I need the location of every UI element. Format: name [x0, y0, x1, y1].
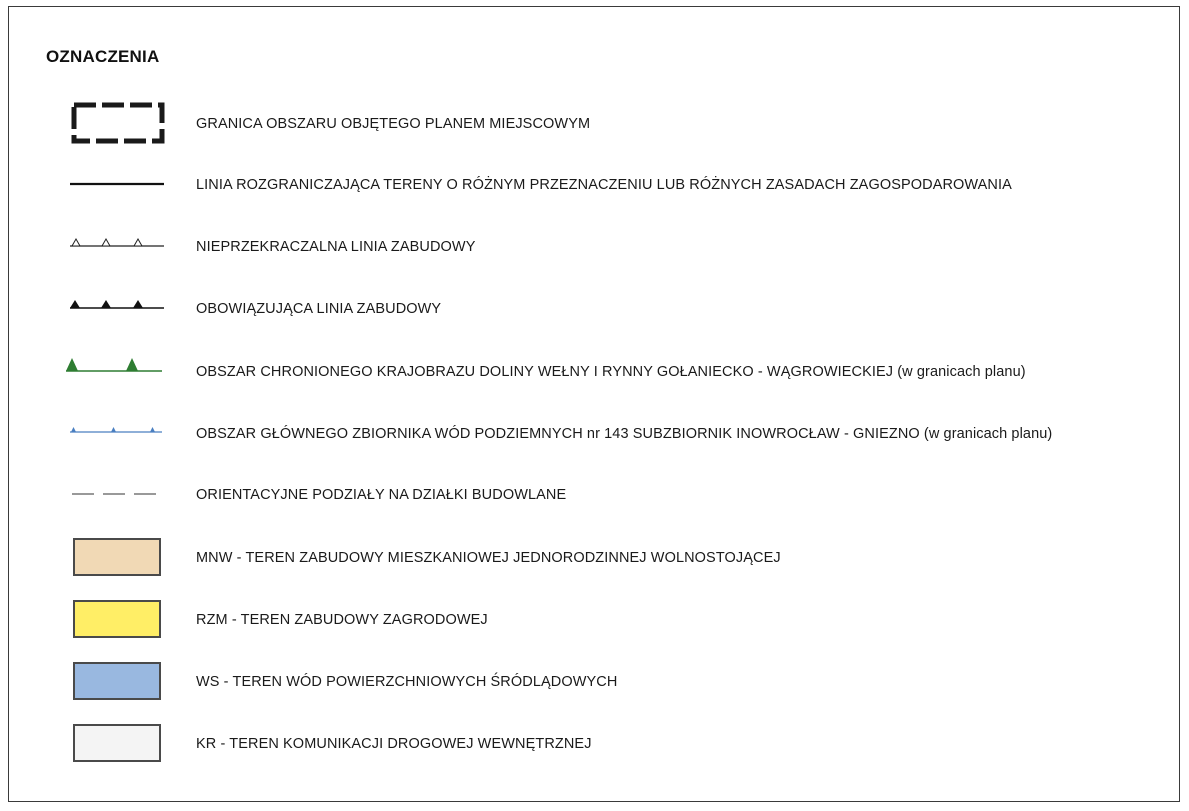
swatch-mnw	[73, 538, 161, 576]
legend-item-dividing-line	[0, 164, 1172, 208]
legend-item-label: GRANICA OBSZARU OBJĘTEGO PLANEM MIEJSCOWYM	[196, 116, 591, 132]
legend-item-plot-divisions	[0, 474, 1172, 518]
legend-item-plan-boundary	[0, 102, 1172, 146]
legend-item-non-exceedable-building-line	[0, 226, 1172, 270]
swatch-kr-icon	[62, 722, 172, 766]
legend-item-label: WS - TEREN WÓD POWIERZCHNIOWYCH ŚRÓDLĄDOWYCH	[196, 674, 618, 690]
swatch-rzm	[73, 600, 161, 638]
legend-item-label: NIEPRZEKRACZALNA LINIA ZABUDOWY	[196, 239, 476, 255]
swatch-rzm-icon	[62, 598, 172, 642]
legend-item-label: RZM - TEREN ZABUDOWY ZAGRODOWEJ	[196, 612, 488, 628]
solid-line-icon	[62, 164, 172, 208]
legend-item-ws	[0, 660, 1172, 704]
legend-item-label: MNW - TEREN ZABUDOWY MIESZKANIOWEJ JEDNORODZINNEJ WOLNOSTOJĄCEJ	[196, 550, 781, 566]
filled-triangle-line-icon	[62, 288, 172, 332]
legend-item-label: OBSZAR CHRONIONEGO KRAJOBRAZU DOLINY WEŁNY I RYNNY GOŁANIECKO - WĄGROWIECKIEJ (w granicach planu)	[196, 364, 1026, 380]
thin-dashed-line-icon	[62, 474, 172, 518]
legend-item-label: OBSZAR GŁÓWNEGO ZBIORNIKA WÓD PODZIEMNYCH nr 143 SUBZBIORNIK INOWROCŁAW - GNIEZNO (w granicach planu)	[196, 426, 1053, 442]
legend-item-rzm	[0, 598, 1172, 642]
swatch-kr	[73, 724, 161, 762]
blue-triangle-line-icon	[62, 412, 172, 456]
legend-item-label: ORIENTACYJNE PODZIAŁY NA DZIAŁKI BUDOWLANE	[196, 487, 567, 503]
swatch-ws-icon	[62, 660, 172, 704]
legend-heading: OZNACZENIA	[46, 47, 160, 66]
legend-item-kr	[0, 722, 1172, 766]
green-triangle-line-icon	[62, 350, 172, 394]
dashed-boundary-icon	[62, 102, 172, 146]
swatch-mnw-icon	[62, 536, 172, 580]
legend-item-mandatory-building-line	[0, 288, 1172, 332]
swatch-ws	[73, 662, 161, 700]
legend-item-protected-landscape	[0, 350, 1172, 394]
legend-item-groundwater-reservoir	[0, 412, 1172, 456]
legend-item-mnw	[0, 536, 1172, 580]
open-triangle-line-icon	[62, 226, 172, 270]
legend-item-label: KR - TEREN KOMUNIKACJI DROGOWEJ WEWNĘTRZNEJ	[196, 736, 592, 752]
legend-item-label: OBOWIĄZUJĄCA LINIA ZABUDOWY	[196, 301, 442, 317]
legend-item-label: LINIA ROZGRANICZAJĄCA TERENY O RÓŻNYM PRZEZNACZENIU LUB RÓŻNYCH ZASADACH ZAGOSPODAROWANIA	[196, 177, 1012, 193]
